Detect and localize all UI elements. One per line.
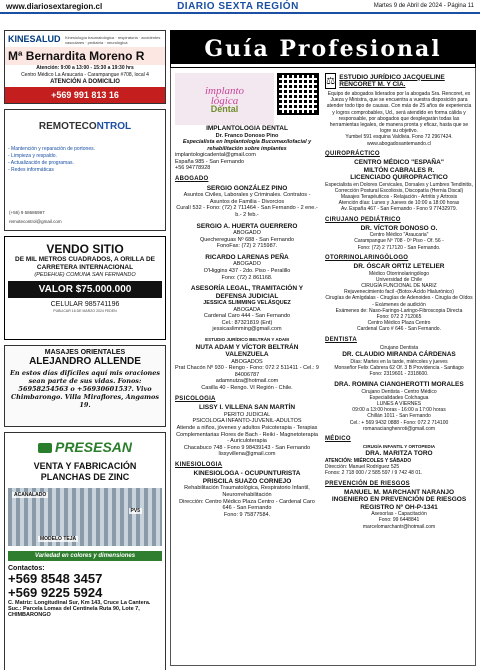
- dentista-email[interactable]: romanacianghenroti@gmail.com: [362, 425, 436, 432]
- vendo-value: VALOR $75.000.000: [8, 281, 162, 298]
- kinesalud-ad: [4, 30, 166, 104]
- abogado-role: ABOGADO: [233, 261, 261, 268]
- implanto-phone: +56 94778928: [175, 165, 211, 172]
- quiro-address: Av. España 467 - San Fernando - Fono 9 77432979.: [340, 206, 457, 213]
- section-kinesiologia: KINESIOLOGIA: [175, 461, 223, 468]
- estudio-juridico-entry: [325, 73, 473, 147]
- abogado-name: NUTA ADAM Y VÍCTOR BELTRÁN VALENZUELA: [195, 343, 299, 359]
- remotecontrol-service: - Mantención y reparación de portones.: [8, 146, 95, 152]
- masajes-body: En estos días difíciles aquí mis oraciones sean parte de sus vidas. Fonos: 56958254563 o +5693060153?. Vivo Chimbarongo. Villa Miraflores, Angamos 19.: [9, 369, 161, 409]
- abogado-entry: [175, 337, 319, 392]
- abogado-name: RICARDO LARENAS PEÑA: [205, 253, 289, 261]
- presesan-variety: Variedad en colores y dimensiones: [8, 551, 162, 561]
- otorrino-address: Cardenal Caro # 646 - San Fernando.: [357, 326, 441, 333]
- abogado-name: SERGIO A. HUERTA GUERRERO: [196, 222, 298, 230]
- kine-desc: Rehabilitación Traumatológica, Respiratorio Infantil, Neurorrehabilitación: [184, 485, 310, 499]
- psicologa-desc: Atiende a niños, jóvenes y adultos Psicoterapia - Terapias Complementarias Flores de Bach - Reiki - Magnetoterapia - Auriculoterapia: [176, 424, 318, 445]
- implanto-spec: Especialista en Implantología Bucomaxilofacial y rehabilitación sobre implantes: [182, 139, 312, 152]
- otorrino-rej: Rejuvenecimiento facil -(Botox-Ácido Hialurónico): [344, 289, 454, 296]
- dentista-cel: Cel.: + 569 9432 0888 - Fono: 072 2 714100: [349, 419, 449, 426]
- dentista-address: Monseñor Felix Cabrera 62 Of. 3 B Providencia - Santiago: [334, 364, 464, 371]
- remotecontrol-service: - Redes informáticas: [8, 167, 54, 173]
- section-prevencion: PREVENCIÓN DE RIESGOS: [325, 480, 410, 487]
- dentista-entry: [325, 345, 473, 377]
- abogado-address: Cardenal Caro 444 - San Fernando: [203, 313, 291, 320]
- otorrino-cir: CIRUGÍA FUNCIONAL DE NARIZ: [361, 282, 437, 289]
- dentista-address: Chillán 1011 - San Fernando: [367, 413, 431, 420]
- otorrino-center: Centro Médico Plaza Centro: [367, 320, 431, 327]
- dentista-hours: 09:00 a 13:00 horas - 16:00 a 17:00 horas: [352, 407, 446, 414]
- estudio-body: Equipo de abogados liderados por la abogada Sra. Rencoret, ex Jueza y Ministra, que se encuentra a vuestra disposición para atender todo tipo de causas. Con más de 25 años de experiencia y logros comprobables, Ud., será atendido en forma cálida y responsable, por abogados que desplegarán todas las herramientas legales, de manera pronta y eficaz, hasta que se logre su objetivo.: [326, 91, 472, 135]
- psicologa-address: Chacabuco 748 - Fono 9 98439143 - San Fernando: [183, 444, 311, 451]
- remotecontrol-phone: (+56) 9 58686997: [9, 210, 45, 215]
- prevencion-entry: [325, 489, 473, 530]
- prevencion-name: MANUEL M. MARCHANT NARANJO: [343, 488, 454, 496]
- abogado-name: JESSICA SLIMMING VELÁSQUEZ: [203, 300, 291, 307]
- medico-entry: [325, 444, 473, 476]
- vendo-title: VENDO SITIO: [46, 242, 124, 256]
- cirujano-name: DR. VÍCTOR DONOSO O.: [360, 224, 438, 232]
- guide-column-right: [325, 73, 473, 534]
- quiro-title: LICENCIADO QUIROPRACTICO: [350, 174, 448, 182]
- abogado-role: ABOGADO: [233, 230, 261, 237]
- implanto-logo-word-2: lógica: [210, 94, 239, 107]
- abogado-phone: FonoFax: (72) 2 715987.: [216, 243, 278, 250]
- implanto-entry: [175, 125, 319, 172]
- abogado-name: SERGIO GONZÁLEZ PINO: [206, 184, 288, 192]
- medico-address: Dirección: Manuel Rodríguez 525: [325, 464, 400, 471]
- cirujano-address: Carampangue Nº 708 - 0º Piso - Of. 56 -: [354, 238, 444, 245]
- prevencion-services: Asesorías - Capacitación: [371, 511, 427, 518]
- page-header: [0, 0, 480, 14]
- psicologia-entry: [175, 404, 319, 458]
- vendo-pub: PUBLICAR 16 DE MARZO 2024 FEDEN: [53, 309, 117, 313]
- kine-address: Dirección: Centro Médico Plaza Centro - Cardenal Caro 646 - San Fernando: [179, 498, 315, 512]
- presesan-address-2: Suc.: Parcela Lomas del Centinela Ruta 90, Lote 7, CHIMBARONGO: [8, 606, 140, 618]
- presesan-logo: [8, 439, 162, 455]
- site-url[interactable]: www.diariosextaregion.cl: [6, 1, 103, 11]
- estudio-contact: Yumbel 591 esquina Valdivia. Fono 72 2967424.: [345, 134, 453, 141]
- abogado-email[interactable]: jessicaslimming@gmail.com: [212, 326, 282, 333]
- masajes-ad: [4, 345, 166, 427]
- remotecontrol-contact: [9, 208, 62, 226]
- page-date: Martes 9 de Abril de 2024 - Página 11: [373, 3, 474, 9]
- quiro-desc: Especialista en Dolores Cervicales, Dorsales y Lumbres Tendinitis, Corrección Postural Escoliosis, Discopatía (Hernia Discal): [325, 181, 473, 194]
- presesan-ad: [4, 432, 166, 670]
- label-teja: MODELO TEJA: [40, 536, 77, 542]
- abogado-address: Prat Chacón Nº 930 - Rengo - Fono: 072 2 511411 - Cel.: 9 84006787: [175, 365, 319, 378]
- medico-attention: ATENCIÓN: MIÉRCOLES Y SÁBADO: [325, 457, 412, 464]
- quiro-entry: [325, 159, 473, 213]
- kine-title: KINESIOLOGA - OCUPUNTURISTA: [193, 470, 301, 478]
- section-abogado: ABOGADO: [175, 176, 209, 183]
- section-title: DIARIO SEXTA REGIÓN: [177, 0, 299, 12]
- abogado-address: O'Higgins 437 - 2do. Piso - Peralillo: [203, 267, 291, 274]
- kine-name: PRISCILA SUAZO CORNEJO: [202, 477, 292, 485]
- dentista-name: DRA. ROMINA CIANGHEROTTI MORALES: [334, 381, 464, 389]
- medico-spec: CIRUGÍA INFANTIL Y ORTOPEDIA: [362, 444, 436, 450]
- vendo-description: DE MIL METROS CUADRADOS, A ORILLA DE CARRETERA INTERNACIONAL: [15, 256, 155, 271]
- remotecontrol-ad: [4, 109, 166, 231]
- otorrino-name: DR. ÓSCAR ORTIZ LETELIER: [353, 263, 445, 271]
- remotecontrol-services: [8, 146, 162, 174]
- prevencion-email[interactable]: marcelomarchantr@hotmail.com: [362, 523, 436, 530]
- abogado-entry: [175, 185, 319, 219]
- abogado-desc: Asuntos Civiles, Laborales y Criminales. Contratos - Asuntos de Familia - Divorcios: [183, 192, 311, 205]
- abogado-role: ABOGADA: [233, 306, 261, 313]
- abogado-entry: [175, 254, 319, 281]
- abogado-email[interactable]: adamnutza@hotmail.com: [215, 378, 279, 385]
- kinesalud-address: Centro Médico La Araucaria - Carampangue #708, local 4: [21, 72, 149, 78]
- dentista-days: LUNES A VIERNES: [376, 401, 422, 408]
- remotecontrol-logo: [8, 121, 162, 132]
- implanto-email[interactable]: implantologicadental@gmail.com: [175, 152, 256, 159]
- dentista-phone: Fono: 2319601 - 2318600.: [369, 370, 429, 377]
- abogado-cel: Cel.: 87321819 (Ent): [221, 319, 273, 326]
- guide-title: Guía Profesional: [171, 31, 475, 67]
- dentista-entry: [325, 381, 473, 432]
- section-dentista: DENTISTA: [325, 336, 357, 343]
- presesan-logo-text: PRESESAN: [54, 439, 133, 455]
- section-otorrino: OTORRINOLARINGÓLOGO: [325, 254, 409, 261]
- psicologa-email[interactable]: lissyvillena@gmail.com: [218, 451, 276, 458]
- quiro-center: CENTRO MÉDICO "ESPAÑA": [354, 159, 444, 167]
- quiro-hours: Atención días: Lunes y Jueves de 10:00 a 18:00 horas: [338, 200, 460, 207]
- otorrino-spec: Médico Otorrinolaringólogo: [368, 270, 430, 277]
- implanto-logo-word-3: Dental: [210, 103, 239, 114]
- abogado-phone: Fono: (72) 2 861168.: [221, 274, 273, 281]
- psicologa-spec: PSICOLOGA INFANTO-JUVENIL-ADULTOS: [192, 418, 302, 425]
- masajes-name: ALEJANDRO ALLENDE: [29, 356, 141, 367]
- otorrino-c2: Cirugías de Amígdalas - Cirugías de Adenoides - Cirugía de Oídos - Exámenes de audición: [325, 295, 473, 308]
- kinesalud-phone: +569 991 813 16: [5, 87, 165, 103]
- implanto-logo-row: [175, 73, 319, 125]
- cirujano-center: Centro Médico "Araucaria": [369, 232, 429, 239]
- vendo-cell: CELULAR 985741196: [50, 301, 120, 308]
- remotecontrol-logo-a: REMOTECO: [38, 121, 97, 132]
- kinesiologia-entry: [175, 470, 319, 518]
- cirujano-entry: [325, 225, 473, 251]
- abogado-role: ABOGADOS: [231, 358, 263, 365]
- presesan-contacts-label: Contactos:: [8, 565, 45, 572]
- cirujano-phone: Fono: (72) 2 717120 - San Fernando.: [357, 244, 441, 251]
- dentista-name: DR. CLAUDIO MIRANDA CÁRDENAS: [342, 351, 456, 358]
- left-ads-column: [4, 30, 166, 670]
- otorrino-c3: Exámenes de: Naso-Faringo-Laringo-Fibroscopia Directa: [335, 307, 463, 314]
- vendo-sitio-ad: [4, 236, 166, 340]
- medico-phone: Fonos: 2 718 000 / 2 585 597 / 9 742 48 01.: [325, 470, 423, 477]
- vendo-place: (PEDEHUE) COMUNA SAN FERNANDO: [34, 272, 136, 278]
- estudio-title: ESTUDIO JURÍDICO BELTRÁN Y ADAM: [205, 337, 289, 343]
- otorrino-phone: Fono: 072 2 712065: [376, 313, 422, 320]
- kinesalud-hours: Atención: 9:00 a 13:00 - 15:30 a 19:30 hrs: [36, 65, 134, 71]
- section-medico: MÉDICO: [325, 436, 351, 443]
- section-psicologia: PSICOLOGIA: [175, 395, 216, 402]
- psicologa-name: LISSY I. VILLENA SAN MARTÍN: [198, 404, 296, 412]
- implanto-doctor: Dr. Franco Donoso Pino: [215, 132, 279, 139]
- abogado-entry: [175, 285, 319, 333]
- quiro-name: MILTÓN CABRALES R.: [363, 166, 435, 174]
- otorrino-entry: [325, 263, 473, 333]
- qr-code-icon[interactable]: [277, 73, 319, 115]
- implanto-title: IMPLANTOLOGIA DENTAL: [206, 125, 288, 132]
- presesan-title: VENTA Y FABRICACIÓN PLANCHAS DE ZINC: [33, 461, 137, 482]
- kinesalud-home: ATENCIÓN A DOMICILIO: [50, 79, 120, 85]
- presesan-logo-icon: [38, 443, 52, 453]
- presesan-address-1: C. Matriz: Longitudinal Sur, Km 143, Cruce La Cantera.: [8, 600, 151, 606]
- kinesalud-logo: KINESALUD: [8, 34, 61, 44]
- dentista-spec: Especialidades Colchagua: [369, 394, 429, 401]
- kinesalud-name: Mª Bernardita Moreno R: [5, 47, 165, 65]
- asesoria-title: ASESORÍA LEGAL, TRAMITACIÓN Y DEFENSA JUDICIAL: [190, 285, 304, 300]
- kinesalud-tagline: Kinesiología traumatológica · respiratoria · accidentes vasculares · pediatría · neurológica: [65, 35, 161, 45]
- abogado-address: Quechereguas Nº 688 - San Fernando: [199, 236, 295, 243]
- label-pv5: PV5: [130, 508, 140, 514]
- guide-column-left: [175, 73, 319, 522]
- prevencion-registry: REGISTRO Nº OH-P-1341: [360, 503, 438, 511]
- otorrino-uni: Universidad de Chile: [375, 276, 423, 283]
- abogado-address: Curalí 532 - Fono: (72) 2 711464 - San Fernando - 2 ene.- b.- 2 feb.-: [176, 205, 318, 218]
- remotecontrol-service: - Actualización de programas.: [8, 160, 74, 166]
- estudio-title: ESTUDIO JURÍDICO JACQUELINE RENCORET M. Y CÍA.: [339, 73, 445, 88]
- dentista-role: Cirujano Dentista: [379, 344, 419, 351]
- kine-phone: Fono: 9 75877584.: [223, 511, 271, 518]
- implanto-logo: [175, 73, 274, 125]
- implanto-address: España 985 - San Fernando: [175, 158, 245, 165]
- section-quiro: QUIROPRÁCTICO: [325, 150, 380, 157]
- presesan-phone-1: +569 8548 3457: [8, 571, 103, 586]
- remotecontrol-logo-b: NTROL: [96, 121, 132, 132]
- psicologa-role: PERITO JUDICIAL: [223, 411, 271, 418]
- section-cirujano: CIRUJANO PEDIÁTRICO: [325, 216, 401, 223]
- medico-name: DRA. MARITZA TORO: [365, 450, 433, 458]
- quiro-serv: Masajes Terapéuticos - Relajación - Artritis y Artrosis: [340, 193, 458, 200]
- guia-profesional: [170, 30, 476, 666]
- dentista-role: Cirujano Dentista - Centro Médico: [361, 388, 437, 395]
- prevencion-title: INGENIERO EN PREVENCIÓN DE RIESGOS: [331, 496, 467, 504]
- estudio-web[interactable]: www.abogadosantemando.cl: [367, 140, 431, 147]
- estudio-header: [325, 73, 473, 89]
- implanto-logo-word-1: implanto: [204, 84, 245, 97]
- dentista-hours: Días: Martes en la tarde, miércoles y jueves: [350, 358, 448, 365]
- remotecontrol-email: remotecontrol@gmail.com: [9, 219, 62, 224]
- prevencion-phone: Fono: 99 6448841: [378, 517, 420, 524]
- abogado-entry: [175, 223, 319, 250]
- scales-icon: ⚖: [325, 73, 336, 89]
- presesan-phone-2: +569 9225 5924: [8, 585, 103, 600]
- abogado-other: Casilla 40 - Rengo. VI Región - Chile.: [201, 385, 293, 392]
- label-acanalado: ACANALADO: [14, 492, 47, 498]
- masajes-title: MASAJES ORIENTALES: [44, 349, 126, 356]
- remotecontrol-service: - Limpieza y respaldo.: [8, 153, 57, 159]
- zinc-sheets-image: [8, 488, 162, 546]
